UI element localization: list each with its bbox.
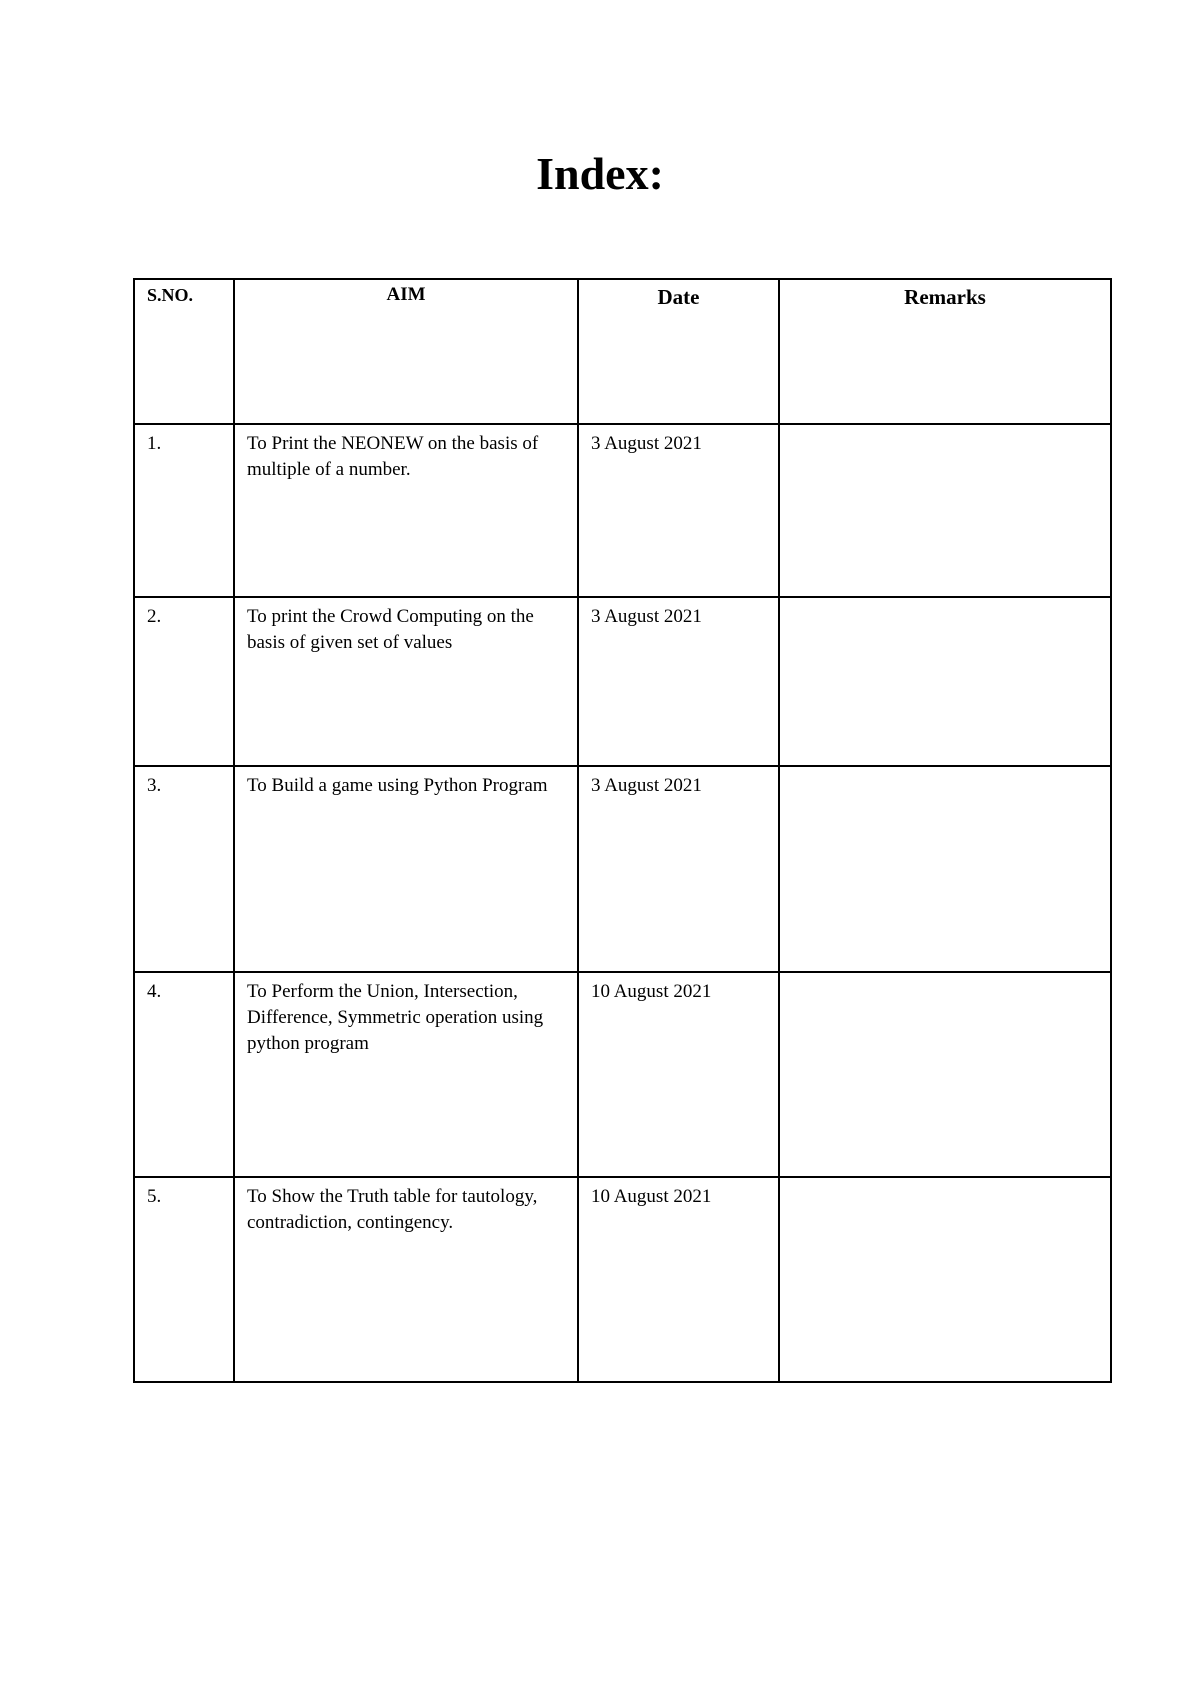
row-date: 10 August 2021 (578, 1177, 779, 1382)
row-sno: 5. (134, 1177, 234, 1382)
table-row (134, 597, 1111, 766)
row-sno: 2. (134, 597, 234, 766)
row-aim: To Build a game using Python Program (234, 766, 578, 972)
row-remarks (779, 766, 1111, 972)
row-date: 3 August 2021 (578, 424, 779, 597)
row-date: 3 August 2021 (578, 597, 779, 766)
table-header-row (134, 279, 1111, 424)
table-row (134, 766, 1111, 972)
header-remarks: Remarks (779, 279, 1111, 424)
index-table (133, 278, 1112, 1383)
row-remarks (779, 972, 1111, 1177)
table-row (134, 972, 1111, 1177)
row-remarks (779, 424, 1111, 597)
row-aim: To Perform the Union, Intersection, Difference, Symmetric operation using python program (234, 972, 578, 1177)
row-remarks (779, 597, 1111, 766)
row-aim: To Show the Truth table for tautology, contradiction, contingency. (234, 1177, 578, 1382)
row-aim: To Print the NEONEW on the basis of multiple of a number. (234, 424, 578, 597)
row-sno: 1. (134, 424, 234, 597)
header-aim: AIM (234, 279, 578, 424)
row-remarks (779, 1177, 1111, 1382)
page-title: Index: (536, 148, 664, 199)
row-date: 3 August 2021 (578, 766, 779, 972)
table-row (134, 1177, 1111, 1382)
row-date: 10 August 2021 (578, 972, 779, 1177)
table-row (134, 424, 1111, 597)
row-aim: To print the Crowd Computing on the basis of given set of values (234, 597, 578, 766)
header-sno: S.NO. (134, 279, 234, 424)
row-sno: 3. (134, 766, 234, 972)
header-date: Date (578, 279, 779, 424)
row-sno: 4. (134, 972, 234, 1177)
